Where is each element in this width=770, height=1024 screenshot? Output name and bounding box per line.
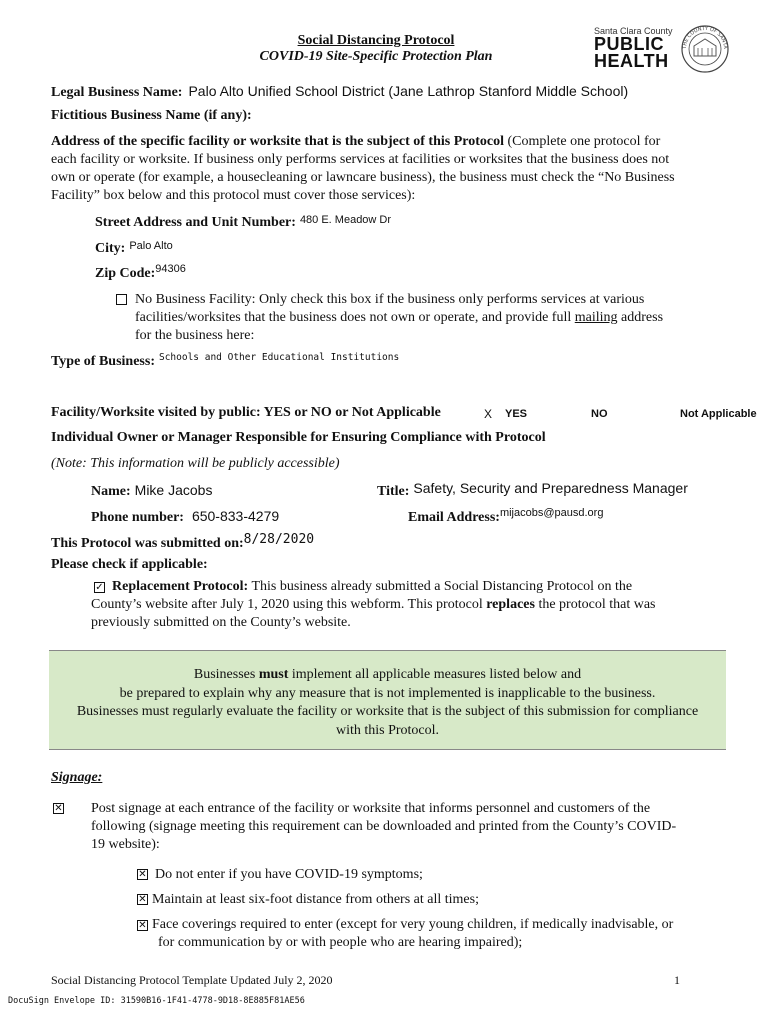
signage-item2-checkbox[interactable]: ✕ <box>138 894 147 905</box>
notice-l1c: implement all applicable measures listed below and <box>288 667 582 682</box>
zip-label: Zip Code: <box>95 266 156 281</box>
logo-line1: PUBLIC <box>594 34 664 54</box>
visited-na-option[interactable]: Not Applicable <box>680 408 757 420</box>
address-instr-1: (Complete one protocol for <box>504 134 661 149</box>
replacement-line3: previously submitted on the County’s website. <box>91 615 351 630</box>
signage-heading: Signage: <box>51 770 103 785</box>
notice-l4: with this Protocol. <box>335 722 440 738</box>
no-business-facility-checkbox[interactable] <box>116 294 127 305</box>
no-facility-line2: facilities/worksites that the business does not own or operate, and provide full <box>135 310 575 325</box>
footer-template-note: Social Distancing Protocol Template Updated July 2, 2020 <box>51 973 333 987</box>
signage-item3-text <box>152 916 742 952</box>
mailing-word: mailing <box>574 310 618 325</box>
visited-yes-option[interactable]: YES <box>505 408 528 420</box>
fictitious-name-label: Fictitious Business Name (if any): <box>51 108 252 123</box>
signage-main-l2: following (signage meeting this requirement can be downloaded and printed from the County’s COVID- <box>91 819 677 834</box>
title-field[interactable]: Safety, Security and Preparedness Manager <box>413 480 688 496</box>
type-of-business-label: Type of Business: <box>51 354 155 369</box>
city-field[interactable]: Palo Alto <box>129 240 173 252</box>
submitted-on-field[interactable]: 8/28/2020 <box>243 532 315 547</box>
doc-subtitle: COVID-19 Site-Specific Protection Plan <box>259 49 493 64</box>
replacement-line2c: the protocol that was <box>534 597 656 612</box>
public-note: (Note: This information will be publicly accessible) <box>51 456 340 471</box>
replacement-bold: Replacement Protocol: <box>112 579 249 594</box>
page-number: 1 <box>674 973 680 987</box>
signage-item2-text: Maintain at least six-foot distance from others at all times; <box>152 892 479 907</box>
phone-label: Phone number: <box>91 510 184 525</box>
signage-item3-l2: for communication by or with people who are hearing impaired); <box>158 935 523 950</box>
notice-l2: be prepared to explain why any measure that is not implemented is inapplicable to the business. <box>119 685 656 701</box>
signage-item3-checkbox[interactable]: ✕ <box>138 920 147 931</box>
signage-item1-checkbox[interactable]: ✕ <box>138 869 147 880</box>
replaces-word: replaces <box>486 597 535 612</box>
address-label: Address of the specific facility or worksite that is the subject of this Protocol <box>51 134 504 149</box>
notice-must: must <box>258 667 289 682</box>
replacement-protocol-checkbox[interactable]: ✓ <box>95 582 104 593</box>
visited-by-public-label: Facility/Worksite visited by public: YES or NO or Not Applicable <box>51 405 441 420</box>
visited-no-option[interactable]: NO <box>591 408 608 420</box>
address-instructions <box>51 133 731 205</box>
submitted-on-label: This Protocol was submitted on: <box>51 536 244 551</box>
legal-name-label: Legal Business Name: <box>51 85 183 100</box>
replacement-protocol-text <box>91 578 731 632</box>
name-label: Name: <box>91 484 131 499</box>
logo-line2: HEALTH <box>594 51 669 71</box>
address-instr-3: own or operate (for example, a housecleaning or lawncare business), the business must check the “No Business <box>51 170 675 185</box>
replacement-line2a: County’s website after July 1, 2020 using this webform. This protocol <box>91 597 487 612</box>
no-facility-line2b: address <box>617 310 664 325</box>
notice-l1a: Businesses <box>193 667 259 682</box>
logo-county-text: Santa Clara County <box>594 26 673 36</box>
street-field[interactable]: 480 E. Meadow Dr <box>299 214 392 226</box>
docusign-envelope-id: DocuSign Envelope ID: 31590B16-1F41-4778-9D18-8E885F81AE56 <box>8 996 305 1006</box>
county-seal <box>680 24 730 74</box>
address-instr-2: each facility or worksite. If business only performs services at facilities or worksites that the business does not <box>51 152 670 167</box>
phone-field[interactable]: 650-833-4279 <box>191 508 280 524</box>
notice-l3: Businesses must regularly evaluate the facility or worksite that is the subject of this submission for compliance <box>76 704 699 719</box>
email-label: Email Address: <box>408 510 500 525</box>
notice-box <box>49 650 726 750</box>
check-if-applicable-label: Please check if applicable: <box>51 557 208 572</box>
legal-name-field[interactable]: Palo Alto Unified School District (Jane Lathrop Stanford Middle School) <box>188 83 629 99</box>
email-field[interactable]: mijacobs@pausd.org <box>499 507 604 519</box>
title-label: Title: <box>377 484 410 499</box>
signage-main-text <box>91 800 731 854</box>
address-instr-4: Facility” box below and this protocol must cover those services): <box>51 188 416 203</box>
street-label: Street Address and Unit Number: <box>95 215 296 230</box>
name-field[interactable]: Mike Jacobs <box>134 482 213 498</box>
signage-main-l3: 19 website): <box>91 837 160 852</box>
public-health-logo <box>594 26 674 70</box>
type-of-business-field[interactable]: Schools and Other Educational Institutions <box>158 352 400 363</box>
visited-mark[interactable]: X <box>484 407 493 421</box>
signage-main-l1: Post signage at each entrance of the facility or worksite that informs personnel and customers of the <box>91 801 651 816</box>
city-label: City: <box>95 241 126 256</box>
no-business-facility-text <box>135 291 735 345</box>
replacement-line1: This business already submitted a Social Distancing Protocol on the <box>248 579 633 594</box>
no-facility-line1: No Business Facility: Only check this box if the business only performs services at various <box>135 292 645 307</box>
doc-title: Social Distancing Protocol <box>297 33 455 48</box>
signage-item1-text: Do not enter if you have COVID-19 symptoms; <box>155 867 423 882</box>
signage-main-checkbox[interactable]: ✕ <box>54 803 63 814</box>
no-facility-line3: for the business here: <box>135 328 255 343</box>
zip-field[interactable]: 94306 <box>155 263 186 275</box>
seal-text: THE COUNTY OF SANTA <box>681 25 729 50</box>
signage-item3-l1: Face coverings required to enter (except for very young children, if medically inadvisable, or <box>152 917 674 932</box>
owner-manager-label: Individual Owner or Manager Responsible for Ensuring Compliance with Protocol <box>51 430 546 445</box>
